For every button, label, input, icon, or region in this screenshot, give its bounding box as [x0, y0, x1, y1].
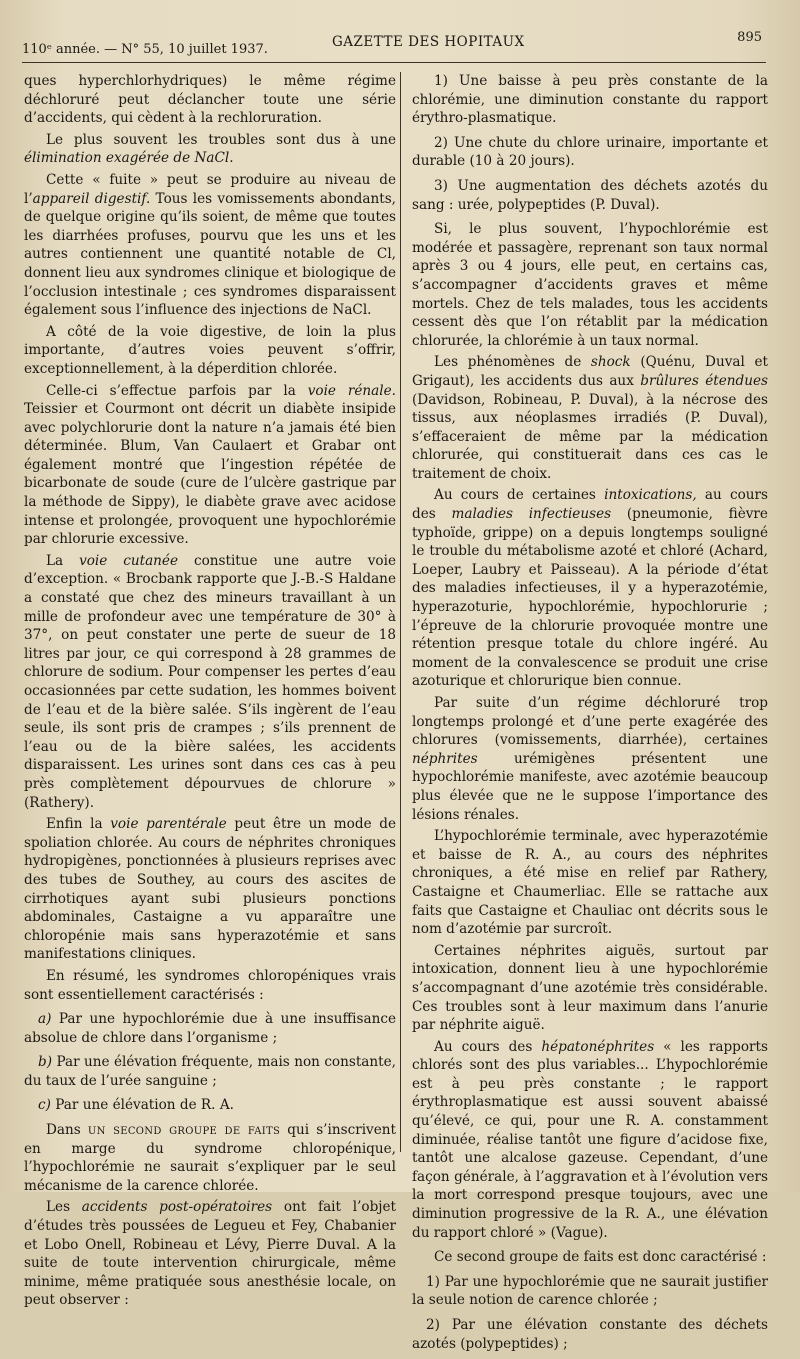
- text-run: 2) Une chute du chlore urinaire, importante et durable (10 à 20 jours).: [412, 134, 768, 170]
- italic-text: appareil digestif.: [32, 190, 151, 207]
- paragraph: [24, 131, 396, 168]
- text-run: Le plus souvent les troubles sont dus à une: [46, 131, 396, 148]
- text-run: En résumé, les syndromes chloropéniques vrais sont essentiellement caractérisés :: [24, 967, 396, 1003]
- paragraph: [412, 134, 768, 171]
- paragraph: [412, 220, 768, 350]
- paragraph: [24, 1096, 396, 1115]
- text-run: Ce second groupe de faits est donc caractérisé :: [434, 1249, 767, 1266]
- text-run: Dans: [46, 1122, 88, 1139]
- text-run: 1) Par une hypochlorémie que ne saurait justifier la seule notion de carence chlorée ;: [412, 1273, 768, 1309]
- column-divider: [400, 72, 401, 1152]
- italic-text: voie cutanée: [79, 552, 179, 569]
- text-run: Les: [46, 1199, 82, 1216]
- text-run: Au cours des: [434, 1038, 542, 1055]
- italic-text: voie rénale.: [307, 382, 396, 399]
- italic-text: accidents post-opératoires: [81, 1199, 273, 1216]
- text-run: Celle-ci s’effectue parfois par la: [46, 382, 308, 399]
- text-run: ques hyperchlorhydriques) le même régime déchloruré peut déclancher toute une série d’accidents, qui cèdent à la rechloruration.: [24, 73, 396, 127]
- italic-text: c): [38, 1097, 51, 1114]
- text-run: peut être un mode de spoliation chlorée. Au cours de néphrites chroniques hydropigènes, ponctionnées à plusieurs reprises avec des tubes de Southey, au cours des ascites de cirrhotiques ayant subi plusieurs ponctions abdominales, Castaigne a vu apparaître une chloropénie mais sans hyperazotémie et sans manifestations cliniques.: [24, 816, 396, 963]
- paragraph: [24, 967, 396, 1004]
- text-run: (pneumonie, fièvre typhoïde, grippe) on a depuis longtemps souligné le trouble du métabolisme azoté et chloré (Achard, Loeper, Laubry et Paisseau). A la période d’état des maladies infectieuses, il y a hyperazotémie, hyperazoturie, hypochlorémie, hypochlorurie ; l’épreuve de la chlorurie provoquée montre une rétention presque totale du chlore ingéré. Au moment de la convalescence se produit une crise azoturique et chlorurique bien connue.: [412, 506, 768, 690]
- paragraph: [412, 177, 768, 214]
- paragraph: [412, 827, 768, 939]
- text-run: Cette « fuite » peut se produire au niveau de l’: [24, 171, 396, 207]
- text-run: Certaines néphrites aiguës, surtout par intoxication, donnent lieu à une hypochlorémie s’accompagnant d’une azotémie très considérable. Ces troubles sont à leur maximum dans l’anurie par néphrite aiguë.: [412, 942, 768, 1034]
- paragraph: [412, 486, 768, 691]
- text-run: Par une élévation fréquente, mais non constante, du taux de l’urée sanguine ;: [24, 1054, 396, 1089]
- text-run: Tous les vomissements abondants, de quelque origine qu’ils soient, de même que toutes les diarrhées profuses, pourvu que les uns et les autres contiennent une quantité notable de Cl, donnent lieu aux syndromes clinique et biologique de l’occlusion intestinale ; ces syndromes disparaissent également sous l’influence des injections de NaCl.: [24, 190, 397, 319]
- paragraph: [412, 353, 768, 483]
- running-header: [22, 30, 762, 56]
- italic-text: hépatonéphrites: [541, 1038, 655, 1055]
- paragraph: [24, 1121, 396, 1195]
- italic-text: brûlures étendues: [640, 372, 769, 389]
- text-run: Par suite d’un régime déchloruré trop longtemps prolongé et d’une perte exagérée des chlorures (vomissements, diarrhée), certaines: [412, 695, 768, 749]
- paragraph: [412, 1316, 768, 1353]
- italic-text: intoxications,: [604, 487, 697, 504]
- text-run: Par une hypochlorémie due à une insuffisance absolue de chlore dans l’organisme ;: [24, 1011, 396, 1046]
- right-column: [412, 72, 768, 1359]
- paragraph: [24, 1198, 396, 1310]
- text-run: Si, le plus souvent, l’hypochlorémie est modérée et passagère, reprenant son taux normal après 3 ou 4 jours, elle peut, en certains cas, s’accompagner d’accidents graves et même mortels. Chez de tels malades, tous les accidents cessent dès que l’on rétablit par la médication chlorurée, la chlorémie à un taux normal.: [412, 221, 768, 349]
- italic-text: voie parentérale: [110, 816, 227, 833]
- text-run: Teissier et Courmont ont décrit un diabète insipide avec polychlorurie dont la nature n’a jamais été bien déterminée. Blum, Van Caulaert et Grabar ont également montré que l’ingestion répétée de bicarbonate de soude (cure de l’ulcère gastrique par la méthode de Sippy), le diabète grave avec acidose intense et prolongée, provoquent une hypochlorémie par chlorurie excessive.: [24, 401, 396, 548]
- text-run: (Davidson, Robineau, P. Duval), à la nécrose des tissus, aux néoplasmes irradiés (P. Duval), s’effaceraient de même par la médication chlorurée, qui constituerait dans ces cas le traitement de choix.: [412, 391, 768, 482]
- page-number: 895: [737, 30, 762, 45]
- journal-title: GAZETTE DES HOPITAUX: [332, 34, 525, 50]
- text-run: « les rapports chlorés sont des plus variables... L’hypochlorémie est à peu près constante ; le rapport érythroplasmatique est aussi souvent abaissé qu’élevé, ce qui, pour une R. A. constamment diminuée, réalise tantôt une figure d’acidose fixe, tantôt une alcalose gazeuse. Cependant, d’une façon générale, à l’aggravation et à l’évolution vers la mort correspond presque toujours, avec une diminution progressive de la R. A., une élévation du rapport chloré » (Vague).: [412, 1038, 768, 1241]
- left-column: [24, 72, 396, 1313]
- paragraph: [24, 382, 396, 549]
- text-run: (Quénu, Duval et Grigaut), les accidents dus aux: [412, 354, 768, 389]
- text-run: ont fait l’objet d’études très poussées de Legueu et Fey, Chabanier et Lobo Onell, Robineau et Lévy, Pierre Duval. A la suite de toute intervention chirurgicale, même minime, même pratiquée sous anesthésie locale, on peut observer :: [24, 1199, 397, 1309]
- italic-text: élimination exagérée de NaCl.: [24, 150, 234, 167]
- text-run: Les phénomènes de: [434, 354, 591, 371]
- text-run: Au cours de certaines: [434, 487, 605, 504]
- italic-text: b): [38, 1054, 53, 1071]
- text-run: La: [46, 552, 80, 569]
- paragraph: [412, 72, 768, 128]
- text-run: Par une élévation de R. A.: [50, 1097, 234, 1114]
- paragraph: [24, 72, 396, 128]
- italic-text: a): [38, 1011, 52, 1028]
- text-run: 2) Par une élévation constante des déchets azotés (polypeptides) ;: [412, 1317, 768, 1352]
- paragraph: [24, 1053, 396, 1090]
- text-run: au cours des: [412, 487, 769, 523]
- paragraph: [412, 1273, 768, 1310]
- paragraph: [412, 1248, 768, 1267]
- small-caps-text: un second groupe de faits: [87, 1122, 281, 1139]
- italic-text: néphrites: [412, 750, 478, 767]
- text-run: 1) Une baisse à peu près constante de la chlorémie, une diminution constante du rapport érythro-plasmatique.: [412, 73, 768, 127]
- paragraph: [24, 171, 396, 320]
- header-rule: [22, 62, 766, 63]
- paragraph: [24, 815, 396, 964]
- text-run: A côté de la voie digestive, de loin la plus importante, d’autres voies peuvent s’offrir, exceptionnellement, à la déperdition chlorée.: [24, 323, 396, 377]
- text-run: qui s’inscrivent en marge du syndrome chloropénique, l’hypochlorémie ne saurait s’expliquer par le seul mécanisme de la carence chlorée.: [24, 1122, 396, 1194]
- paragraph: [412, 1038, 768, 1243]
- text-run: Enfin la: [46, 816, 111, 833]
- paragraph: [412, 942, 768, 1035]
- paragraph: [24, 323, 396, 379]
- italic-text: shock: [590, 354, 631, 371]
- text-run: constitue une autre voie d’exception. « Brocbank rapporte que J.-B.-S Haldane a constaté que chez des mineurs travaillant à un mille de profondeur avec une température de 30° à 37°, on peut constater une perte de sueur de 18 litres par jour, ce qui correspond à 28 grammes de chlorure de sodium. Pour compenser les pertes d’eau occasionnées par cette sudation, les hommes boivent de l’eau et de la bière salée. S’ils ingèrent de l’eau seule, ils sont pris de crampes ; s’ils prennent de l’eau ou de la bière salées, les accidents disparaissent. Les urines sont dans ces cas à peu près complètement dépourvues de chlorure » (Rathery).: [24, 552, 397, 811]
- paragraph: [24, 1010, 396, 1047]
- text-run: urémigènes présentent une hypochlorémie manifeste, avec azotémie beaucoup plus élevée que ne le suppose l’importance des lésions rénales.: [412, 750, 768, 823]
- issue-info: 110ᵉ année. — N° 55, 10 juillet 1937.: [22, 42, 268, 57]
- paragraph: [24, 552, 396, 812]
- paragraph: [412, 694, 768, 824]
- text-run: L’hypochlorémie terminale, avec hyperazotémie et baisse de R. A., au cours des néphrites chroniques, a été mise en relief par Rathery, Castaigne et Chaumerliac. Elle se rattache aux faits que Castaigne et Chauliac ont décrits sous le nom d’azotémie par surcroît.: [412, 828, 768, 938]
- italic-text: maladies infectieuses: [451, 506, 612, 523]
- text-run: 3) Une augmentation des déchets azotés du sang : urée, polypeptides (P. Duval).: [412, 177, 768, 213]
